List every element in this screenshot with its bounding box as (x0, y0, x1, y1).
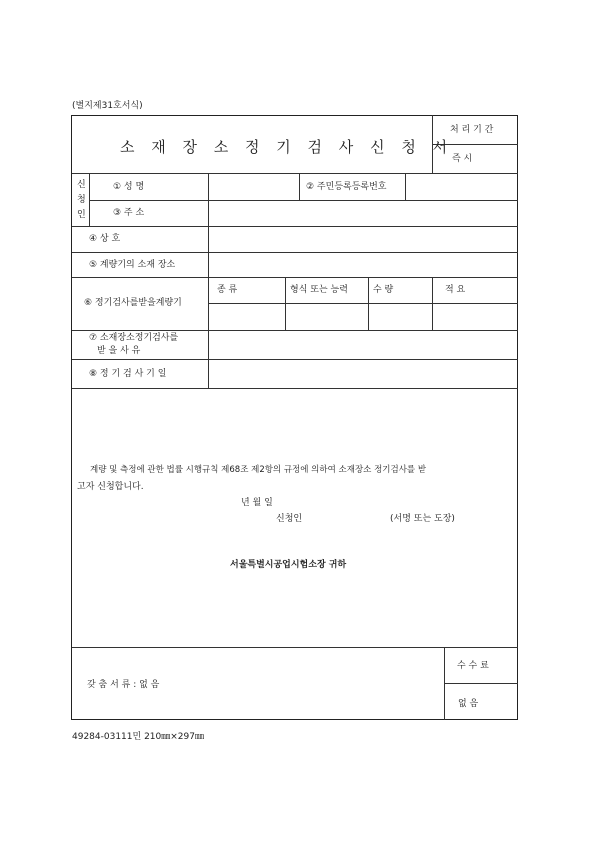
application-date: 년 월 일 (241, 498, 273, 508)
address-field[interactable] (209, 201, 517, 225)
statement-text: 고자 신청합니다. (77, 482, 144, 492)
page-title: 소 재 장 소 정 기 검 사 신 청 서 (120, 138, 454, 156)
meter-quantity-field[interactable] (369, 304, 431, 329)
rule (89, 173, 90, 226)
rule (444, 683, 518, 684)
signature-hint: (서명 또는 도장) (390, 514, 455, 524)
reason-label: ⑦ 소재장소정기검사를 (89, 333, 179, 343)
reason-label: 받 을 사 유 (97, 346, 141, 356)
trade-name-field[interactable] (209, 227, 517, 251)
col-model-header: 형식 또는 능력 (290, 285, 348, 295)
statement-text: 계량 및 측정에 관한 법률 시행규칙 제68조 제2항의 규정에 의하여 소재장소 정기검사를 받 (90, 465, 427, 475)
name-field[interactable] (209, 174, 298, 199)
processing-period-value: 즉 시 (452, 154, 473, 164)
col-remark-header: 적 요 (445, 285, 466, 295)
name-label: ① 성 명 (113, 182, 145, 192)
applicant-group-label: 청 (77, 195, 86, 205)
form-number: (별지제31호서식) (72, 101, 143, 111)
meter-type-field[interactable] (209, 304, 284, 329)
rule (444, 647, 445, 720)
processing-period-label: 처 리 기 간 (450, 125, 494, 135)
id-number-label: ② 주민등록등록번호 (306, 182, 387, 192)
reason-field[interactable] (209, 331, 517, 358)
meter-location-label: ⑤ 계량기의 소재 장소 (89, 260, 176, 270)
meter-model-field[interactable] (286, 304, 367, 329)
recipient: 서울특별시공업시험소장 귀하 (230, 560, 347, 570)
meter-location-field[interactable] (209, 253, 517, 276)
trade-name-label: ④ 상 호 (89, 234, 121, 244)
applicant-group-label: 신 (77, 180, 86, 190)
inspection-date-label: ⑧ 정 기 검 사 기 일 (89, 369, 167, 379)
applicant-signature-label: 신청인 (276, 514, 303, 524)
col-type-header: 종 류 (217, 285, 238, 295)
rule (72, 647, 518, 648)
rule (299, 173, 300, 200)
address-label: ③ 주 소 (113, 208, 145, 218)
applicant-group-label: 인 (77, 210, 86, 220)
attachments-label: 갖 춤 서 류 : 없 음 (87, 680, 160, 690)
inspection-date-field[interactable] (209, 360, 517, 387)
fee-label: 수 수 료 (457, 661, 489, 671)
fee-value: 없 음 (458, 699, 479, 709)
meters-label: ⑥ 정기검사를받을계량기 (84, 298, 182, 308)
meter-remark-field[interactable] (433, 304, 517, 329)
id-number-field[interactable] (406, 174, 517, 199)
rule (72, 388, 518, 389)
footer-code: 49284-03111민 210㎜×297㎜ (72, 732, 204, 742)
rule (72, 277, 518, 278)
col-quantity-header: 수 량 (373, 285, 394, 295)
